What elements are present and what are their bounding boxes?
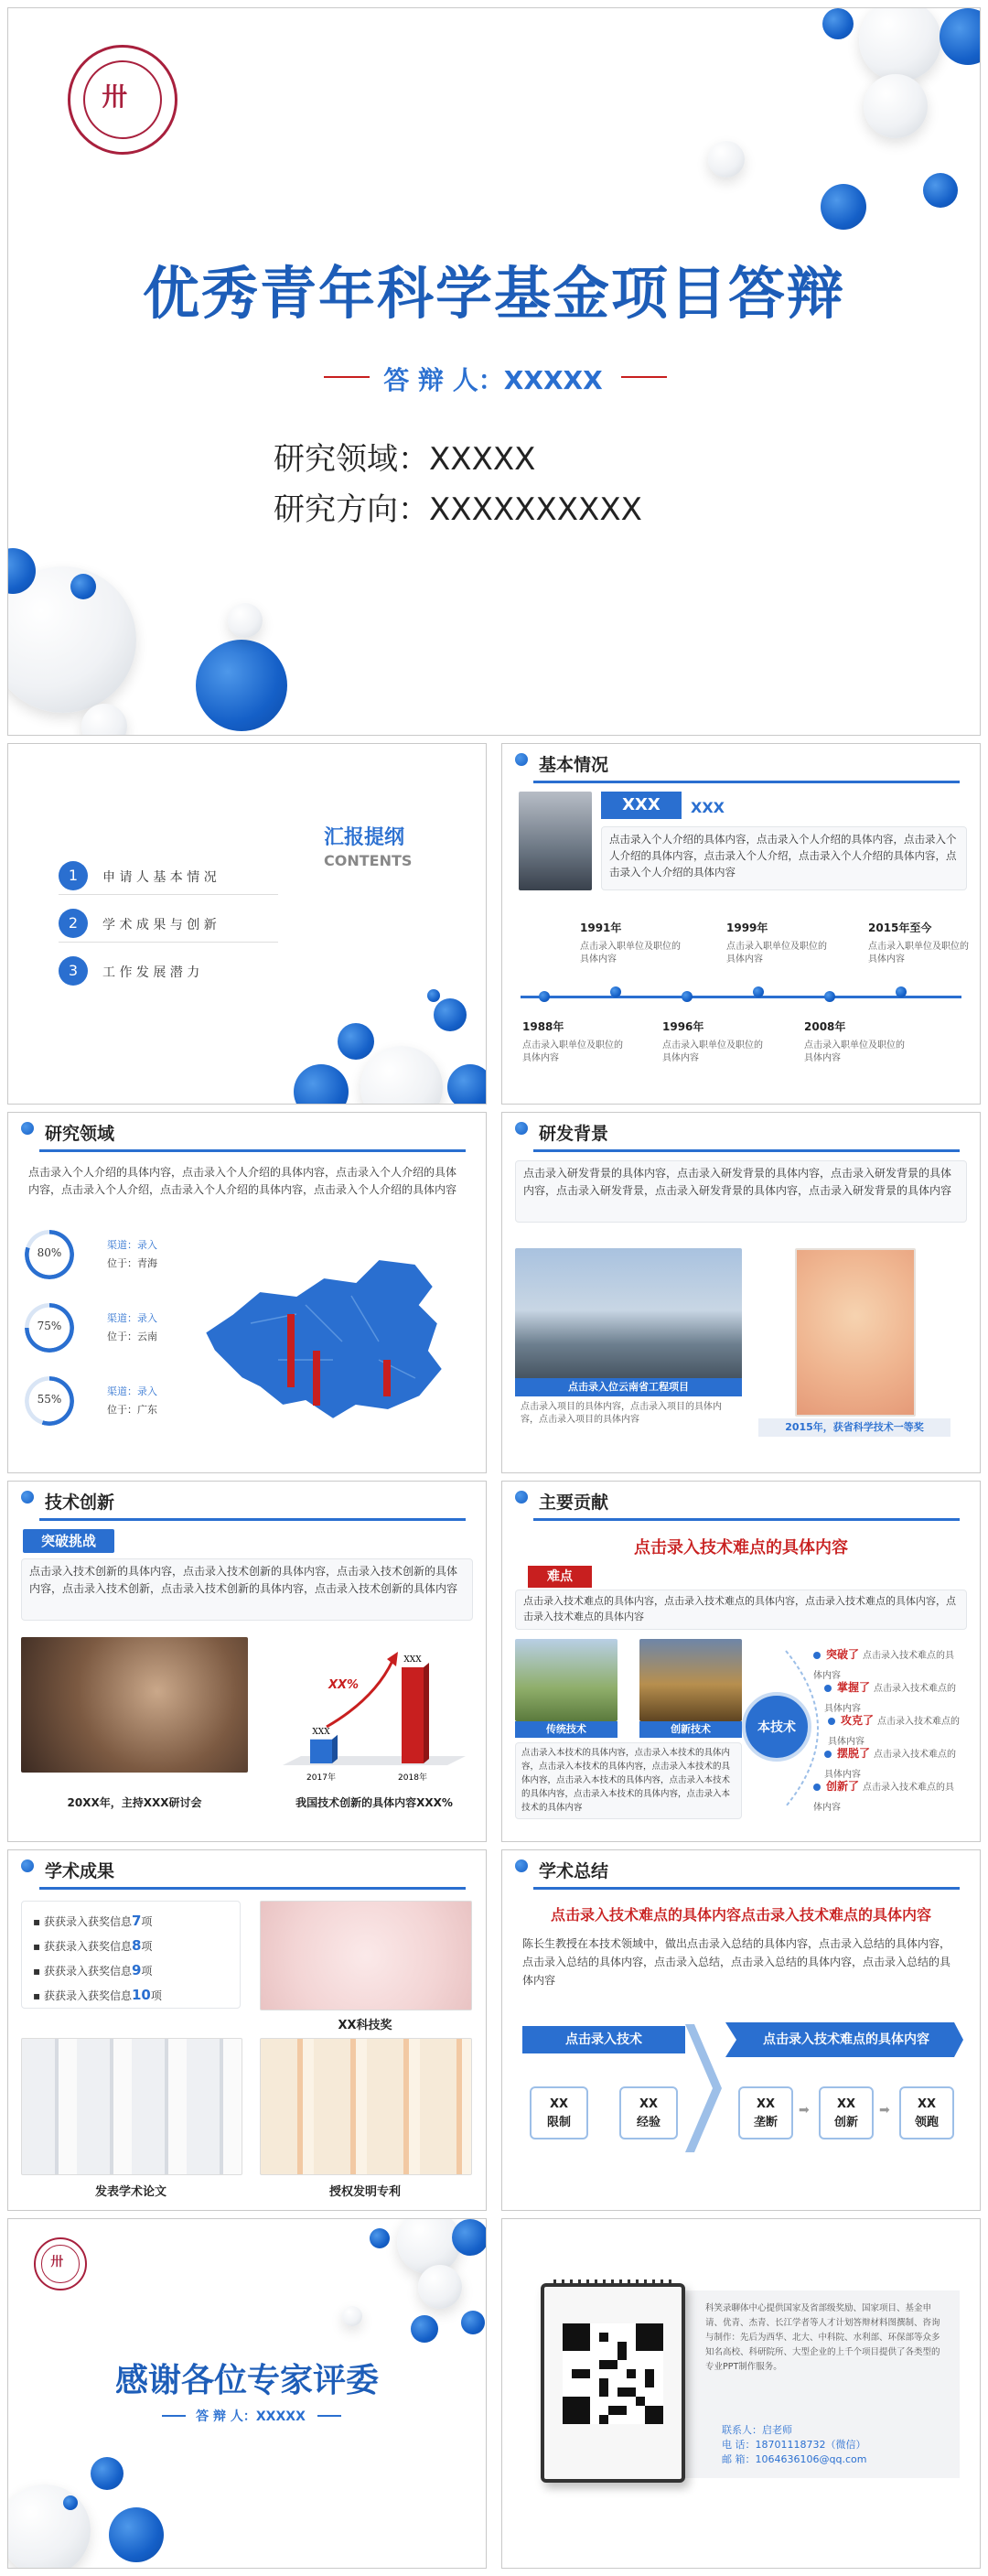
- contribution-point: [824, 1677, 960, 1714]
- thanks-divider-right: [317, 2415, 341, 2417]
- photo-caption: 20XX年，主持XXX研讨会: [67, 1796, 202, 1809]
- decor-circle: [342, 2306, 362, 2326]
- innovative-tech-label: 创新技术: [639, 1721, 742, 1738]
- challenge-tag: 突破挑战: [23, 1529, 114, 1553]
- year-label: 1996年: [662, 1020, 704, 1033]
- timeline-text: 点击录入职单位及职位的具体内容: [804, 1040, 905, 1063]
- arrow-icon: ➡: [879, 2103, 890, 2118]
- ring-source: 渠道：录入: [107, 1239, 157, 1251]
- contents-item[interactable]: [59, 956, 278, 989]
- ring-source: 渠道：录入: [107, 1385, 157, 1397]
- summary-slide: [501, 1849, 981, 2211]
- decor-circle: [63, 2495, 78, 2510]
- point-key: 攻克了: [841, 1714, 875, 1727]
- decor-circle: [70, 574, 96, 599]
- decor-circle: [397, 2218, 461, 2274]
- slide-title: 基本情况: [539, 755, 609, 775]
- point-key: 创新了: [826, 1780, 860, 1793]
- difficulty-text: 点击录入技术难点的具体内容，点击录入技术难点的具体内容，点击录入技术难点的具体内容，点击录入技术难点的具体内容: [515, 1590, 967, 1630]
- year-label: 2015年至今: [868, 922, 932, 934]
- item-label: 学 术 成 果 与 创 新: [102, 918, 217, 932]
- year-label: 2008年: [804, 1020, 846, 1033]
- research-field-slide: [7, 1112, 487, 1473]
- contact-person: 联系人：启老师: [722, 2424, 792, 2436]
- contents-slide: [7, 743, 487, 1105]
- thanks-defender: 答 辩 人：XXXXX: [196, 2409, 306, 2424]
- timeline-text: 点击录入职单位及职位的具体内容: [662, 1040, 763, 1063]
- decor-circle: [338, 1023, 374, 1060]
- category-label-0: 2017年: [306, 1773, 336, 1783]
- contribution-point: [813, 1644, 960, 1681]
- intro-text: 点击录入技术创新的具体内容，点击录入技术创新的具体内容，点击录入技术创新的具体内容，点击录入技术创新，点击录入技术创新的具体内容，点击录入技术创新的具体内容: [21, 1558, 473, 1621]
- background-slide: [501, 1112, 981, 1473]
- cover-divider-right: [621, 376, 667, 378]
- timeline-item: [522, 1019, 623, 1065]
- timeline-marker: [896, 986, 907, 997]
- right-banner: 点击录入技术难点的具体内容: [763, 2032, 929, 2047]
- decor-circle: [228, 603, 263, 638]
- bar-side-0: [332, 1735, 338, 1763]
- decor-circle: [7, 2484, 91, 2569]
- growth-arrow: [327, 1661, 392, 1727]
- thanks-title: 感谢各位专家评委: [114, 2362, 379, 2399]
- cover-title: 优秀青年科学基金项目答辩: [142, 260, 845, 327]
- ring-location: 位于：青海: [107, 1257, 157, 1269]
- qr-code-icon: [563, 2323, 663, 2424]
- decor-circle: [418, 2265, 462, 2309]
- ring-location: 位于：广东: [107, 1404, 157, 1416]
- growth-bar-chart: [274, 1635, 475, 1786]
- contents-title: 汇报提纲: [324, 826, 405, 849]
- timeline-marker: [539, 991, 550, 1002]
- decor-circle: [427, 989, 440, 1002]
- chart-caption: 我国技术创新的具体内容XXX%: [295, 1796, 453, 1809]
- certificate-caption: XX科技奖: [338, 2019, 392, 2032]
- timeline-item: [804, 1019, 905, 1065]
- big-arrow: [685, 2024, 731, 2152]
- decor-circle: [864, 74, 928, 138]
- profile-photo: [519, 792, 592, 890]
- point-dot: [813, 1652, 821, 1659]
- contents-subtitle: CONTENTS: [324, 852, 413, 869]
- person-name: XXX: [691, 799, 725, 816]
- data-label-1: XXX: [403, 1655, 422, 1665]
- innovative-tech-photo: [639, 1639, 742, 1721]
- timeline-item: [580, 920, 681, 966]
- ring-percent: 75%: [37, 1320, 62, 1332]
- item-label: 申 请 人 基 本 情 况: [102, 870, 217, 885]
- category-label-1: 2018年: [398, 1773, 427, 1783]
- timeline-item: [726, 920, 827, 966]
- item-number: 3: [59, 956, 88, 986]
- decor-circle: [109, 2507, 164, 2562]
- summary-box: XX 垄断: [738, 2086, 793, 2139]
- award-item: ▪ 获获录入获奖信息7项: [33, 1913, 153, 1929]
- left-banner: 点击录入技术: [522, 2026, 685, 2053]
- contact-slide: [501, 2218, 981, 2569]
- innovation-slide: [7, 1481, 487, 1842]
- timeline-text: 点击录入职单位及职位的具体内容: [580, 942, 681, 965]
- patents-image: [260, 2038, 472, 2175]
- contact-description: 科笑录聊体中心提供国家及省部级奖励、国家项目、基金申请、优青、杰青、长江学者等人才计划答辩材料图撰制、咨询与制作：先后为西华、北大、中科院、水利部、环保部等众多知名高校、科研院所、大型企业的上千个项目提供了各类型的专业PPT制作服务。: [705, 2303, 940, 2372]
- thanks-slide: [7, 2218, 487, 2569]
- contents-item[interactable]: [59, 909, 278, 943]
- summary-headline: 点击录入技术难点的具体内容点击录入技术难点的具体内容: [550, 1906, 931, 1924]
- decor-circle: [822, 8, 854, 39]
- timeline-text: 点击录入职单位及职位的具体内容: [868, 942, 969, 965]
- decor-circle: [360, 1046, 443, 1105]
- decor-circle: [821, 184, 866, 230]
- timeline-item: [662, 1019, 763, 1065]
- point-key: 突破了: [826, 1648, 860, 1661]
- slide-title: 主要贡献: [539, 1493, 609, 1513]
- point-text: 点击录入技术难点的具体内容: [813, 1651, 955, 1681]
- name-tag: XXX: [601, 792, 682, 819]
- slide-title: 研究领域: [45, 1124, 115, 1144]
- year-label: 1991年: [580, 922, 622, 934]
- timeline-marker: [824, 991, 835, 1002]
- timeline-marker: [682, 991, 693, 1002]
- award-item: ▪ 获获录入获奖信息8项: [33, 1937, 153, 1954]
- timeline-axis: [521, 996, 961, 998]
- awards-box: [21, 1901, 241, 2009]
- intro-text: 点击录入研发背景的具体内容，点击录入研发背景的具体内容，点击录入研发背景的具体内容，点击录入研发背景，点击录入研发背景的具体内容，点击录入研发背景的具体内容: [515, 1160, 967, 1223]
- ring-percent: 80%: [37, 1246, 62, 1259]
- point-dot: [828, 1718, 835, 1725]
- item-number: 1: [59, 861, 88, 890]
- growth-arrow-head: [387, 1652, 398, 1666]
- slide-title: 学术成果: [45, 1861, 115, 1881]
- patents-caption: 授权发明专利: [328, 2185, 401, 2199]
- decor-circle: [923, 173, 958, 208]
- ring-percent: 55%: [37, 1393, 62, 1406]
- intro-text: 点击录入个人介绍的具体内容，点击录入个人介绍的具体内容，点击录入个人介绍的具体内容，点击录入个人介绍，点击录入个人介绍的具体内容，点击录入个人介绍的具体内容: [601, 826, 967, 890]
- year-label: 1988年: [522, 1020, 564, 1033]
- cover-defender: 答 辩 人：XXXXX: [383, 365, 603, 395]
- item-number: 2: [59, 909, 88, 938]
- cover-slide: [7, 7, 981, 736]
- achievements-slide: [7, 1849, 487, 2211]
- contribution-headline: 点击录入技术难点的具体内容: [634, 1538, 848, 1557]
- summary-text: 陈长生教授在本技术领域中，做出点击录入总结的具体内容，点击录入总结的具体内容，点击录入总结的具体内容，点击录入总结，点击录入总结的具体内容，点击录入总结的具体内容: [515, 1931, 967, 2000]
- decor-circle: [708, 141, 745, 178]
- traditional-tech-photo: [515, 1639, 618, 1721]
- point-text: 点击录入技术难点的具体内容: [824, 1684, 957, 1714]
- point-key: 摆脱了: [837, 1747, 871, 1760]
- notebook: [541, 2283, 685, 2483]
- award-item: ▪ 获获录入获奖信息9项: [33, 1962, 153, 1978]
- slide-title: 研发背景: [539, 1124, 609, 1144]
- ring-source: 渠道：录入: [107, 1312, 157, 1324]
- timeline-text: 点击录入职单位及职位的具体内容: [726, 942, 827, 965]
- decor-circle: [81, 704, 127, 736]
- papers-image: [21, 2038, 242, 2175]
- timeline-marker: [610, 986, 621, 997]
- difficulty-tag: 难点: [528, 1566, 592, 1588]
- bar-0: [310, 1740, 332, 1763]
- contact-email: 邮 箱：1064636106@qq.com: [722, 2453, 867, 2465]
- point-dot: [824, 1685, 832, 1692]
- slide-title: 技术创新: [45, 1493, 115, 1513]
- traditional-tech-label: 传统技术: [515, 1721, 618, 1738]
- decor-circle: [940, 8, 981, 65]
- decor-circle: [196, 640, 287, 731]
- point-dot: [813, 1784, 821, 1791]
- cover-research-direction: 研究方向：XXXXXXXXXX: [274, 491, 642, 528]
- decor-circle: [370, 2228, 390, 2248]
- award-certificate: [260, 1901, 472, 2010]
- ring-location: 位于：云南: [107, 1331, 157, 1342]
- bar-side-1: [424, 1663, 429, 1763]
- data-label-0: XXX: [312, 1727, 330, 1737]
- decor-circle: [461, 2311, 485, 2334]
- decor-circle: [447, 1064, 487, 1105]
- university-seal-logo: 卅: [68, 45, 177, 155]
- contribution-slide: [501, 1481, 981, 1842]
- point-text: 点击录入技术难点的具体内容: [824, 1750, 957, 1780]
- timeline-text: 点击录入职单位及职位的具体内容: [522, 1040, 623, 1063]
- summary-box: XX 限制: [530, 2086, 588, 2139]
- notebook-rings: [553, 2280, 672, 2287]
- slide-title: 学术总结: [539, 1861, 609, 1881]
- point-text: 点击录入技术难点的具体内容: [828, 1717, 961, 1747]
- decor-circle: [91, 2457, 124, 2490]
- summary-box: XX 经验: [619, 2086, 678, 2139]
- item-label: 工 作 发 展 潜 力: [102, 965, 200, 980]
- growth-label: XX%: [328, 1678, 360, 1692]
- arrow-icon: ➡: [799, 2103, 810, 2118]
- cover-research-field: 研究领域：XXXXX: [274, 441, 536, 478]
- decor-circle: [411, 2315, 438, 2343]
- point-key: 掌握了: [837, 1681, 871, 1694]
- summary-box: XX 创新: [819, 2086, 874, 2139]
- photo-text: 点击录入项目的具体内容，点击录入项目的具体内容，点击录入项目的具体内容: [521, 1402, 722, 1425]
- timeline-item: [868, 920, 969, 966]
- timeline-marker: [753, 986, 764, 997]
- award-certificate: [795, 1248, 916, 1417]
- seminar-photo: [21, 1637, 248, 1773]
- award-item: ▪ 获获录入获奖信息10项: [33, 1987, 162, 2003]
- decor-circle: [294, 1064, 349, 1105]
- point-dot: [824, 1751, 832, 1758]
- contribution-point: [813, 1776, 960, 1813]
- contact-phone: 电 话：18701118732（微信）: [722, 2439, 866, 2451]
- point-text: 点击录入技术难点的具体内容: [813, 1783, 955, 1813]
- contribution-point: [828, 1710, 961, 1747]
- contribution-point: [824, 1743, 960, 1780]
- papers-caption: 发表学术论文: [94, 2185, 166, 2199]
- decor-circle: [452, 2219, 487, 2256]
- photo-caption: 点击录入位云南省工程项目: [515, 1378, 742, 1396]
- decor-circle: [859, 7, 941, 81]
- tech-text: 点击录入本技术的具体内容，点击录入本技术的具体内容，点击录入本技术的具体内容，点击录入本技术的具体内容，点击录入本技术的具体内容，点击录入本技术的具体内容，点击录入本技术的具体内容，点击录入本技术的具体内容: [515, 1742, 742, 1819]
- intro-text: 点击录入个人介绍的具体内容，点击录入个人介绍的具体内容，点击录入个人介绍的具体内容，点击录入个人介绍，点击录入个人介绍的具体内容，点击录入个人介绍的具体内容: [21, 1160, 473, 1223]
- china-map: [196, 1250, 470, 1433]
- decor-circle: [434, 998, 467, 1031]
- certificate-caption: 2015年，获省科学技术一等奖: [758, 1418, 950, 1437]
- bar-1: [402, 1667, 424, 1763]
- project-photo: [515, 1248, 742, 1385]
- summary-box: XX 领跑: [899, 2086, 954, 2139]
- basic-info-slide: [501, 743, 981, 1105]
- university-seal-logo: 卅: [34, 2237, 87, 2290]
- cover-divider-left: [324, 376, 370, 378]
- center-label: 本技术: [757, 1720, 796, 1735]
- contents-item[interactable]: [59, 861, 278, 895]
- year-label: 1999年: [726, 922, 768, 934]
